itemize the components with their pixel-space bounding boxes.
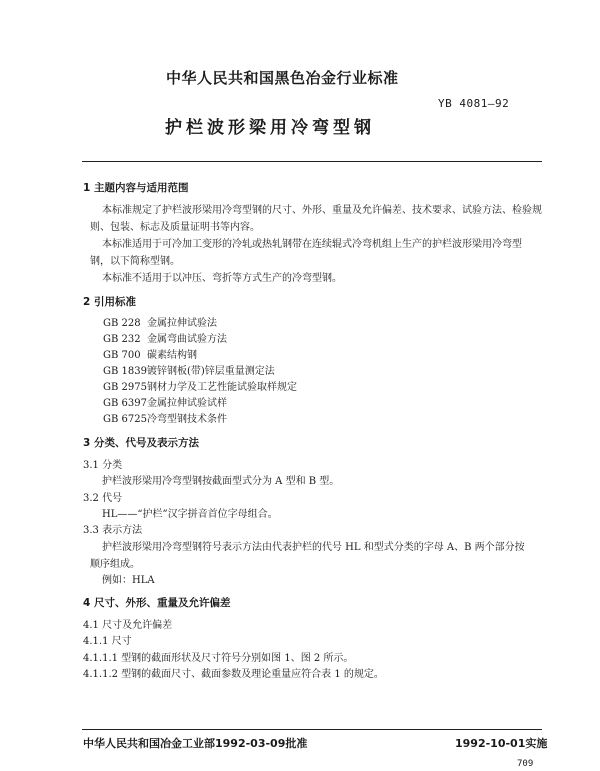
section-4-heading: 4 尺寸、外形、重量及允许偏差 bbox=[83, 597, 231, 609]
reference-title: 冷弯型钢技术条件 bbox=[147, 414, 227, 425]
reference-code: GB 6397 bbox=[103, 398, 147, 409]
section-1-para-1-line-2: 则、包装、标志及质量证明书等内容。 bbox=[90, 222, 260, 233]
section-4-1-1: 4.1.1 尺寸 bbox=[83, 636, 132, 647]
section-3-3-example: 例如：HLA bbox=[102, 575, 155, 586]
reference-code: GB 700 bbox=[103, 350, 141, 361]
section-3-1-heading: 3.1 分类 bbox=[83, 460, 123, 471]
section-3-heading: 3 分类、代号及表示方法 bbox=[83, 437, 199, 449]
reference-code: GB 1839 bbox=[103, 366, 147, 377]
footer-rule bbox=[82, 729, 542, 730]
reference-item bbox=[103, 367, 275, 377]
reference-title: 金属拉伸试验法 bbox=[147, 318, 217, 329]
reference-title: 镀锌钢板(带)锌层重量测定法 bbox=[147, 366, 275, 377]
section-1-para-1-line-1: 本标准规定了护栏波形梁用冷弯型钢的尺寸、外形、重量及允许偏差、技术要求、试验方法、检验规 bbox=[102, 205, 542, 216]
reference-title: 碳素结构钢 bbox=[147, 350, 197, 361]
reference-title: 钢材力学及工艺性能试验取样规定 bbox=[147, 382, 297, 393]
reference-item bbox=[103, 383, 297, 393]
reference-item bbox=[103, 351, 197, 361]
header-rule bbox=[82, 161, 542, 162]
section-3-2-text: HL——“护栏”汉字拼音首位字母组合。 bbox=[102, 509, 278, 520]
document-title: 护栏波形梁用冷弯型钢 bbox=[165, 118, 375, 138]
org-title: 中华人民共和国黑色冶金行业标准 bbox=[166, 69, 399, 87]
reference-item bbox=[103, 335, 227, 345]
section-2-heading: 2 引用标准 bbox=[83, 296, 136, 308]
section-1-heading: 1 主题内容与适用范围 bbox=[83, 182, 189, 194]
section-3-3-line-1: 护栏波形梁用冷弯型钢符号表示方法由代表护栏的代号 HL 和型式分类的字母 A、B 两个部分按 bbox=[102, 542, 525, 553]
reference-item bbox=[103, 415, 227, 425]
reference-title: 金属弯曲试验方法 bbox=[147, 334, 227, 345]
reference-code: GB 6725 bbox=[103, 414, 147, 425]
reference-code: GB 2975 bbox=[103, 382, 147, 393]
section-3-1-text: 护栏波形梁用冷弯型钢按截面型式分为 A 型和 B 型。 bbox=[102, 476, 340, 487]
section-3-2-heading: 3.2 代号 bbox=[83, 493, 123, 504]
section-1-para-2-line-1: 本标准适用于可冷加工变形的冷轧或热轧钢带在连续辊式冷弯机组上生产的护栏波形梁用冷弯型 bbox=[102, 239, 522, 250]
effective-date: 1992-10-01实施 bbox=[455, 737, 548, 750]
section-1-para-2-line-2: 钢，以下简称型钢。 bbox=[90, 256, 180, 267]
page-number: 709 bbox=[517, 759, 534, 769]
section-4-1: 4.1 尺寸及允许偏差 bbox=[83, 620, 173, 631]
reference-title: 金属拉伸试验试样 bbox=[147, 398, 227, 409]
section-3-3-line-2: 顺序组成。 bbox=[90, 559, 140, 570]
section-4-1-1-2: 4.1.1.2 型钢的截面尺寸、截面参数及理论重量应符合表 1 的规定。 bbox=[83, 669, 384, 680]
issued-date: 中华人民共和国冶金工业部1992-03-09批准 bbox=[83, 737, 308, 750]
section-4-1-1-1: 4.1.1.1 型钢的截面形状及尺寸符号分别如图 1、图 2 所示。 bbox=[83, 653, 354, 664]
section-3-3-heading: 3.3 表示方法 bbox=[83, 525, 143, 536]
reference-item bbox=[103, 319, 217, 329]
section-1-para-3: 本标准不适用于以冲压、弯折等方式生产的冷弯型钢。 bbox=[102, 273, 342, 284]
reference-code: GB 228 bbox=[103, 318, 141, 329]
standard-number: YB 4081—92 bbox=[438, 97, 510, 110]
reference-code: GB 232 bbox=[103, 334, 141, 345]
reference-item bbox=[103, 399, 227, 409]
